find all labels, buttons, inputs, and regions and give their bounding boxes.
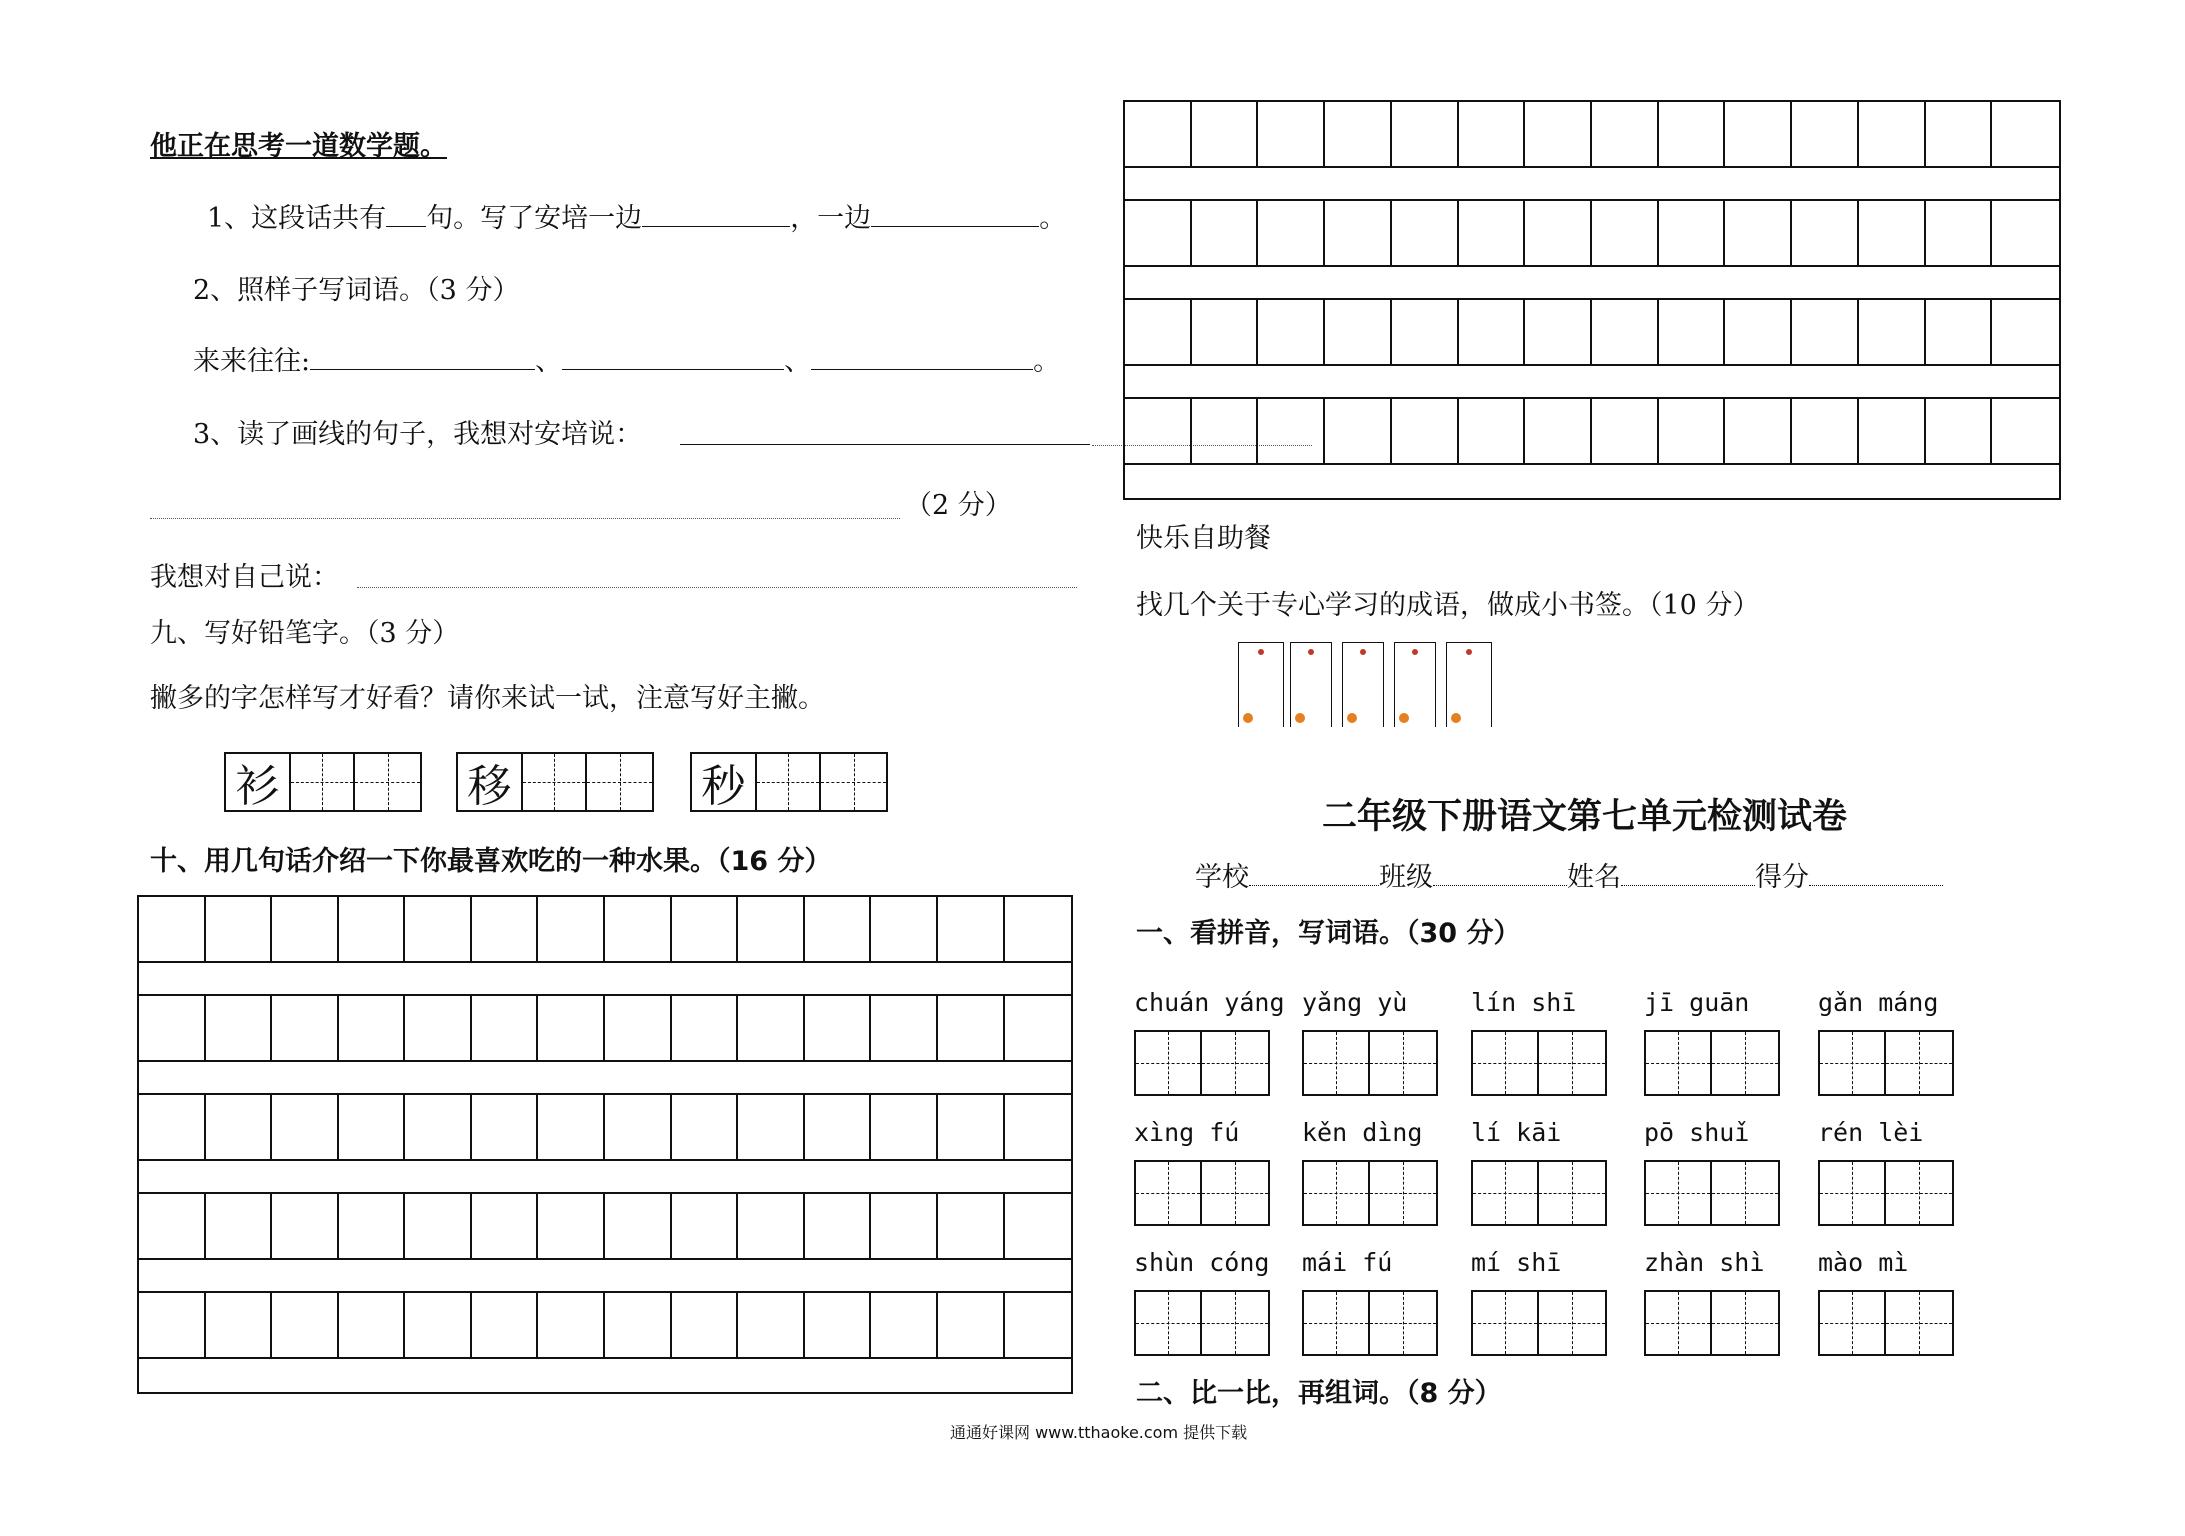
flower-icon [1451,713,1461,723]
pinyin-label: kěn dìng [1302,1118,1423,1147]
grid-cell[interactable] [1725,201,1792,267]
grid-gap [1125,465,2059,498]
grid-cell[interactable] [472,897,539,963]
grid-cell[interactable] [1459,399,1526,465]
grid-cell[interactable] [805,1194,872,1260]
tianzige-cell[interactable] [1886,1162,1952,1224]
grid-cell[interactable] [1926,399,1993,465]
grid-cell[interactable] [272,1095,339,1161]
tianzige-cell[interactable] [1473,1292,1539,1354]
pinyin-label: shùn cóng [1134,1248,1270,1277]
grid-cell[interactable] [1725,300,1792,366]
q1-text-a: 1、这段话共有 [207,203,387,234]
grid-cell[interactable] [1725,399,1792,465]
grid-cell[interactable] [538,1194,605,1260]
grid-cell[interactable] [805,897,872,963]
student-info [1195,864,1943,891]
tianzige-cell[interactable] [1136,1032,1202,1094]
q3-answer-line-1[interactable] [680,444,1090,445]
grid-cell[interactable] [605,897,672,963]
grid-gap [139,1359,1071,1392]
grid-cell[interactable] [805,1293,872,1359]
section-2-title: 二、比一比，再组词。（8 分） [1136,1378,1502,1409]
grid-cell[interactable] [1005,1293,1072,1359]
grid-cell[interactable] [139,1293,206,1359]
grid-cell[interactable] [1005,1095,1072,1161]
grid-cell[interactable] [738,1194,805,1260]
grid-cell[interactable] [672,897,739,963]
info-name-label: 姓名 [1567,862,1621,893]
grid-cell[interactable] [1325,399,1392,465]
grid-cell[interactable] [1258,102,1325,168]
tianzige-box[interactable] [1134,1290,1270,1356]
pinyin-label: lín shī [1471,988,1577,1017]
pinyin-label: pō shuǐ [1644,1118,1750,1147]
grid-cell[interactable] [139,897,206,963]
info-school-field[interactable] [1249,881,1379,886]
pinyin-label: mái fú [1302,1248,1393,1277]
grid-cell[interactable] [472,1194,539,1260]
grid-cell[interactable] [206,1095,273,1161]
tianzige-cell[interactable] [1304,1162,1370,1224]
flower-icon [1347,713,1357,723]
q2-sep-3: 。 [1033,346,1061,377]
grid-cell[interactable] [605,1095,672,1161]
tianzige-cell[interactable] [1202,1292,1268,1354]
practice-model-cell [226,754,291,810]
bookmark-dot-icon [1466,649,1472,655]
grid-cell[interactable] [1125,102,1192,168]
grid-cell[interactable] [1005,996,1072,1062]
pinyin-label: chuán yáng [1134,988,1285,1017]
writing-grid-left[interactable] [137,895,1073,1394]
bookmark-5[interactable] [1446,642,1492,727]
grid-cell[interactable] [1592,102,1659,168]
grid-cell[interactable] [1659,201,1726,267]
grid-cell[interactable] [1992,201,2059,267]
flower-icon [1295,713,1305,723]
grid-cell[interactable] [1392,399,1459,465]
grid-cell[interactable] [1859,201,1926,267]
grid-cell[interactable] [1192,300,1259,366]
grid-cell[interactable] [1659,102,1726,168]
pinyin-label: zhàn shì [1644,1248,1765,1277]
practice-cell[interactable] [355,754,420,810]
tianzige-cell[interactable] [1539,1292,1605,1354]
grid-cell[interactable] [805,996,872,1062]
grid-cell[interactable] [1992,399,2059,465]
grid-cell[interactable] [1659,300,1726,366]
grid-cell[interactable] [938,897,1005,963]
grid-row [1125,399,2059,465]
grid-cell[interactable] [339,996,406,1062]
grid-cell[interactable] [339,897,406,963]
grid-cell[interactable] [1392,300,1459,366]
grid-gap [139,1260,1071,1293]
grid-cell[interactable] [1192,201,1259,267]
bookmark-dot-icon [1360,649,1366,655]
grid-cell[interactable] [1525,201,1592,267]
footer-credit: 通通好课网 www.tthaoke.com 提供下载 [950,1423,1248,1442]
grid-cell[interactable] [1592,399,1659,465]
grid-cell[interactable] [1325,201,1392,267]
q3-answer-line-2[interactable] [150,517,900,519]
tianzige-box[interactable] [1818,1290,1954,1356]
grid-cell[interactable] [1659,399,1726,465]
tianzige-cell[interactable] [1202,1162,1268,1224]
tianzige-box[interactable] [1818,1030,1954,1096]
grid-cell[interactable] [738,1095,805,1161]
pinyin-label: xìng fú [1134,1118,1240,1147]
info-name-field[interactable] [1621,881,1755,886]
grid-cell[interactable] [1325,102,1392,168]
bookmark-1[interactable] [1238,642,1284,727]
q2-blank-2[interactable] [562,365,784,370]
grid-cell[interactable] [1859,102,1926,168]
practice-cell[interactable] [757,754,822,810]
practice-cell[interactable] [291,754,356,810]
tianzige-cell[interactable] [1202,1032,1268,1094]
bookmark-dot-icon [1308,649,1314,655]
buffet-title: 快乐自助餐 [1136,523,1271,554]
section-9-title: 九、写好铅笔字。（3 分） [150,618,460,649]
bookmark-4[interactable] [1394,642,1436,727]
grid-cell[interactable] [1926,300,1993,366]
info-score-label: 得分 [1755,862,1809,893]
tianzige-box[interactable] [1471,1160,1607,1226]
bookmark-dot-icon [1412,649,1418,655]
grid-cell[interactable] [1592,300,1659,366]
grid-gap [139,1062,1071,1095]
question-3b: 我想对自己说： [150,562,339,593]
grid-cell[interactable] [272,996,339,1062]
practice-cell[interactable] [587,754,652,810]
tianzige-cell[interactable] [1646,1032,1712,1094]
grid-cell[interactable] [538,996,605,1062]
grid-cell[interactable] [405,897,472,963]
info-class-label: 班级 [1379,862,1433,893]
grid-cell[interactable] [1005,897,1072,963]
tianzige-cell[interactable] [1473,1032,1539,1094]
question-1 [207,205,1066,232]
flower-icon [1243,713,1253,723]
tianzige-cell[interactable] [1136,1292,1202,1354]
grid-cell[interactable] [938,1194,1005,1260]
section-9-instruction: 撇多的字怎样写才好看？请你来试一试，注意写好主撇。 [150,683,825,714]
grid-cell[interactable] [1859,399,1926,465]
grid-cell[interactable] [405,996,472,1062]
grid-cell[interactable] [1926,102,1993,168]
q3-score: （2 分） [905,490,1012,521]
grid-cell[interactable] [1525,399,1592,465]
tianzige-box[interactable] [1644,1160,1780,1226]
q3b-answer-line[interactable] [357,586,1077,588]
tianzige-box[interactable] [1134,1030,1270,1096]
grid-cell[interactable] [1926,201,1993,267]
grid-cell[interactable] [139,1095,206,1161]
grid-cell[interactable] [1125,300,1192,366]
tianzige-cell[interactable] [1712,1162,1778,1224]
grid-cell[interactable] [805,1095,872,1161]
grid-row [1125,201,2059,267]
tianzige-box[interactable] [1134,1160,1270,1226]
grid-cell[interactable] [339,1194,406,1260]
pinyin-label: mí shī [1471,1248,1562,1277]
grid-cell[interactable] [605,996,672,1062]
grid-cell[interactable] [1392,201,1459,267]
q2-sep-1: 、 [535,346,563,377]
grid-cell[interactable] [1459,300,1526,366]
grid-cell[interactable] [938,1095,1005,1161]
grid-cell[interactable] [405,1095,472,1161]
pinyin-label: mào mì [1818,1248,1909,1277]
tianzige-cell[interactable] [1820,1292,1886,1354]
q1-blank-2[interactable] [871,222,1039,227]
q1-text-d: 。 [1039,203,1067,234]
q1-blank-1[interactable] [642,222,790,227]
tianzige-cell[interactable] [1712,1032,1778,1094]
grid-cell[interactable] [1459,102,1526,168]
question-3: 3、读了画线的句子，我想对安培说： [193,419,643,450]
grid-cell[interactable] [1258,300,1325,366]
section-10-title: 十、用几句话介绍一下你最喜欢吃的一种水果。（16 分） [150,846,832,877]
grid-cell[interactable] [1592,201,1659,267]
tianzige-cell[interactable] [1539,1162,1605,1224]
grid-cell[interactable] [1192,102,1259,168]
tianzige-cell[interactable] [1136,1162,1202,1224]
buffet-instruction: 找几个关于专心学习的成语，做成小书签。（10 分） [1136,590,1760,621]
grid-cell[interactable] [1792,399,1859,465]
tianzige-cell[interactable] [1304,1032,1370,1094]
grid-row [139,1095,1071,1161]
tianzige-cell[interactable] [1820,1032,1886,1094]
grid-cell[interactable] [206,996,273,1062]
tianzige-cell[interactable] [1712,1292,1778,1354]
grid-cell[interactable] [1459,201,1526,267]
tianzige-cell[interactable] [1646,1292,1712,1354]
q2-blank-3[interactable] [811,365,1033,370]
grid-cell[interactable] [605,1194,672,1260]
pinyin-label: gǎn máng [1818,988,1939,1017]
grid-cell[interactable] [339,1293,406,1359]
grid-cell[interactable] [538,897,605,963]
grid-row [139,897,1071,963]
info-school-label: 学校 [1195,862,1249,893]
bookmark-dot-icon [1258,649,1264,655]
grid-cell[interactable] [538,1095,605,1161]
grid-row [139,1293,1071,1359]
grid-cell[interactable] [1525,300,1592,366]
practice-grid-1[interactable] [224,752,422,812]
grid-cell[interactable] [1992,102,2059,168]
section-1-title: 一、看拼音，写词语。（30 分） [1136,918,1521,949]
q2-blank-1[interactable] [310,365,535,370]
grid-cell[interactable] [1258,201,1325,267]
tianzige-cell[interactable] [1886,1292,1952,1354]
grid-cell[interactable] [472,996,539,1062]
info-score-field[interactable] [1809,881,1943,886]
grid-cell[interactable] [1525,102,1592,168]
grid-cell[interactable] [206,1194,273,1260]
grid-cell[interactable] [738,1293,805,1359]
tianzige-box[interactable] [1644,1290,1780,1356]
tianzige-box[interactable] [1644,1030,1780,1096]
practice-char-3: 秒 [701,761,746,812]
question-2: 2、照样子写词语。（3 分） [193,275,520,306]
tianzige-cell[interactable] [1539,1032,1605,1094]
tianzige-cell[interactable] [1370,1292,1436,1354]
grid-cell[interactable] [272,1194,339,1260]
grid-gap [1125,168,2059,201]
q1-text-b: 句。写了安培一边 [426,203,643,234]
grid-cell[interactable] [206,897,273,963]
tianzige-cell[interactable] [1304,1292,1370,1354]
q1-blank-count[interactable] [386,222,426,227]
flower-icon [1399,713,1409,723]
grid-cell[interactable] [139,996,206,1062]
q1-text-c: ，一边 [790,203,872,234]
tianzige-cell[interactable] [1886,1032,1952,1094]
grid-cell[interactable] [605,1293,672,1359]
grid-cell[interactable] [1792,102,1859,168]
grid-cell[interactable] [871,1095,938,1161]
grid-cell[interactable] [1325,300,1392,366]
q2-sep-2: 、 [784,346,812,377]
grid-cell[interactable] [1005,1194,1072,1260]
tianzige-box[interactable] [1471,1030,1607,1096]
practice-model-cell [458,754,523,810]
grid-cell[interactable] [672,1194,739,1260]
practice-cell[interactable] [523,754,588,810]
pinyin-label: lí kāi [1471,1118,1562,1147]
grid-row [139,996,1071,1062]
practice-cell[interactable] [821,754,886,810]
grid-cell[interactable] [1792,300,1859,366]
grid-cell[interactable] [672,1095,739,1161]
grid-cell[interactable] [871,897,938,963]
tianzige-box[interactable] [1471,1290,1607,1356]
grid-cell[interactable] [1859,300,1926,366]
info-class-field[interactable] [1433,881,1567,886]
tianzige-cell[interactable] [1646,1162,1712,1224]
passage-sentence: 他正在思考一道数学题。 [150,131,447,162]
grid-cell[interactable] [1258,399,1325,465]
tianzige-cell[interactable] [1473,1162,1539,1224]
grid-cell[interactable] [1192,399,1259,465]
grid-cell[interactable] [1725,102,1792,168]
grid-gap [1125,267,2059,300]
grid-cell[interactable] [871,1194,938,1260]
grid-cell[interactable] [1992,300,2059,366]
grid-cell[interactable] [339,1095,406,1161]
grid-row [1125,300,2059,366]
bookmark-2[interactable] [1290,642,1332,727]
practice-char-1: 衫 [235,761,280,812]
pinyin-label: rén lèi [1818,1118,1924,1147]
grid-cell[interactable] [272,897,339,963]
grid-cell[interactable] [472,1095,539,1161]
pinyin-label: jī guān [1644,988,1750,1017]
grid-cell[interactable] [871,996,938,1062]
tianzige-cell[interactable] [1820,1162,1886,1224]
practice-grid-3[interactable] [690,752,888,812]
writing-grid-right[interactable] [1123,100,2061,500]
grid-cell[interactable] [1125,399,1192,465]
grid-cell[interactable] [672,1293,739,1359]
bookmark-3[interactable] [1342,642,1384,727]
practice-char-2: 移 [467,761,512,812]
tianzige-cell[interactable] [1370,1032,1436,1094]
grid-cell[interactable] [871,1293,938,1359]
question-2-example [193,348,1060,375]
q2-example-word: 来来往往: [193,346,311,377]
tianzige-cell[interactable] [1370,1162,1436,1224]
exam-title: 二年级下册语文第七单元检测试卷 [1322,797,1848,837]
tianzige-box[interactable] [1302,1290,1438,1356]
grid-row [1125,102,2059,168]
tianzige-box[interactable] [1818,1160,1954,1226]
grid-gap [1125,366,2059,399]
practice-model-cell [692,754,757,810]
grid-cell[interactable] [1125,201,1192,267]
grid-cell[interactable] [938,1293,1005,1359]
pinyin-label: yǎng yù [1302,988,1408,1017]
practice-grid-2[interactable] [456,752,654,812]
grid-cell[interactable] [672,996,739,1062]
grid-cell[interactable] [738,996,805,1062]
grid-row [139,1194,1071,1260]
grid-cell[interactable] [206,1293,273,1359]
grid-cell[interactable] [1792,201,1859,267]
grid-cell[interactable] [738,897,805,963]
tianzige-box[interactable] [1302,1160,1438,1226]
grid-cell[interactable] [538,1293,605,1359]
grid-cell[interactable] [405,1194,472,1260]
grid-gap [139,1161,1071,1194]
grid-cell[interactable] [405,1293,472,1359]
grid-cell[interactable] [1392,102,1459,168]
grid-cell[interactable] [272,1293,339,1359]
grid-gap [139,963,1071,996]
grid-cell[interactable] [938,996,1005,1062]
grid-cell[interactable] [139,1194,206,1260]
grid-cell[interactable] [472,1293,539,1359]
tianzige-box[interactable] [1302,1030,1438,1096]
